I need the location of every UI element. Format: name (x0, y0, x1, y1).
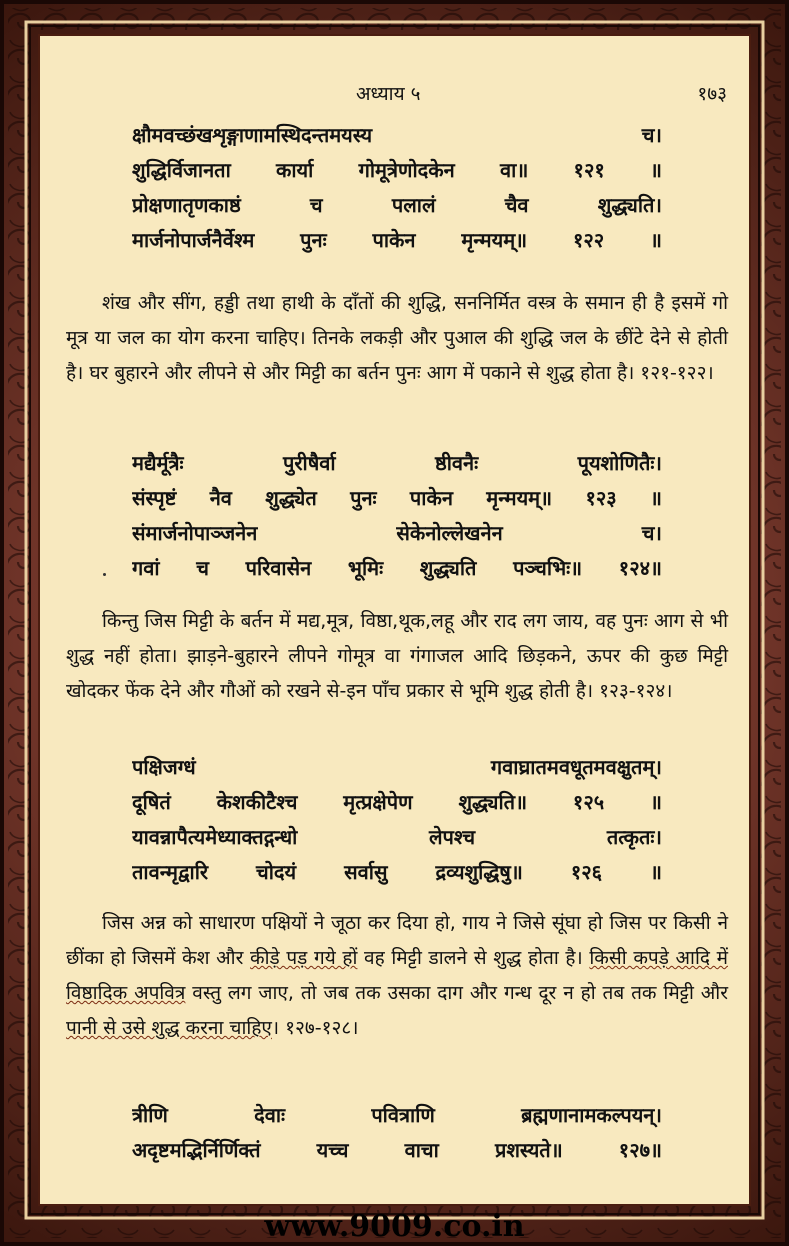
verse-block-123-124 (132, 446, 662, 586)
verse-line: संमार्जनोपाञ्जनेन सेकेनोल्लेखनेन च। (132, 521, 662, 545)
verse-line: त्रीणि देवाः पवित्राणि ब्रह्मणानामकल्पयन्। (132, 1103, 662, 1127)
underlined-text: किसी कपड़े आदि में विष्ठादिक अपवित्र (66, 947, 728, 1004)
prose-text: वह मिट्टी डालने से शुद्ध होता है। (357, 947, 590, 969)
translation-127-128 (66, 906, 728, 1046)
translation-123-124: किन्तु जिस मिट्टी के बर्तन में मद्य,मूत्र, विष्ठा,थूक,लहू और राद लग जाय, वह पुनः आग से भी शुद्ध नहीं होता। झाड़ने-बुहारने लीपने गोमूत्र वा गंगाजल आदि छिड़कने, ऊपर की कुछ मिट्टी खोदकर फेंक देने और गौओं को रखने से-इन पाँच प्रकार से भूमि शुद्ध होती है। १२३-१२४। (66, 610, 728, 702)
verse-line: मद्यैर्मूत्रैः पुरीषैर्वा ष्ठीवनैः पूयशोणितैः। (132, 451, 662, 475)
verse-line: अदृष्टमद्भिर्निर्णिक्तं यच्च वाचा प्रशस्यते॥ १२७॥ (132, 1138, 662, 1162)
verse-line: तावन्मृद्वारि चोदयं सर्वासु द्रव्यशुद्धिषु॥ १२६ ॥ (132, 860, 662, 884)
verse-block-125-126 (132, 750, 662, 890)
prose-text: जिस अन्न को साधारण पक्षियों ने जूठा कर दिया हो, गाय ने जिसे सूंघा हो जिस पर किसी ने छींका हो जिसमें केश और (66, 912, 728, 969)
verse-block-121-122 (132, 118, 662, 258)
verse-line: पक्षिजग्धं गवाघ्रातमवधूतमवक्षुतम्। (132, 755, 662, 779)
verse-line: प्रोक्षणातृणकाष्ठं च पलालं चैव शुद्ध्यति। (132, 193, 662, 217)
underlined-text: कीड़े पड़ गये हों (250, 947, 358, 969)
chapter-heading: अध्याय ५ (356, 83, 421, 105)
verse-line: दूषितं केशकीटैश्च मृत्प्रक्षेपेण शुद्ध्यति॥ १२५ ॥ (132, 790, 662, 814)
verse-line: गवां च परिवासेन भूमिः शुद्ध्यति पञ्चभिः॥ १२४॥ (132, 556, 662, 580)
prose-text: वस्तु लग जाए, तो जब तक उसका दाग और गन्ध दूर न हो तब तक मिट्टी और (185, 982, 728, 1004)
verse-line: क्षौमवच्छंखशृङ्गाणामस्थिदन्तमयस्य च। (132, 123, 662, 147)
verse-line: शुद्धिर्विजानता कार्या गोमूत्रेणोदकेन वा॥ १२१ ॥ (132, 158, 662, 182)
page-number: १७३ (697, 83, 727, 105)
verse-block-127 (132, 1098, 662, 1168)
prose-text: । १२७-१२८। (271, 1017, 359, 1039)
underlined-text: पानी से उसे शुद्ध करना चाहिए (66, 1017, 272, 1039)
book-page (38, 34, 751, 1206)
verse-line: यावन्नापैत्यमेध्याक्तद्गन्धो लेपश्च तत्कृतः। (132, 825, 662, 849)
verse-line: मार्जनोपार्जनैर्वेश्म पुनः पाकेन मृन्मयम्॥ १२२ ॥ (132, 228, 662, 252)
verse-line: संस्पृष्टं नैव शुद्ध्येत पुनः पाकेन मृन्मयम्॥ १२३ ॥ (132, 486, 662, 510)
site-watermark: www.9009.co.in (264, 1209, 525, 1244)
ink-speck (103, 573, 106, 576)
translation-121-122: शंख और सींग, हड्डी तथा हाथी के दाँतों की शुद्धि, सननिर्मित वस्त्र के समान ही है इसमें गो मूत्र या जल का योग करना चाहिए। तिनके लकड़ी और पुआल की शुद्धि जल के छींटे देने से होती है। घर बुहारने और लीपने से और मिट्टी का बर्तन पुनः आग में पकाने से शुद्ध होता है। १२१-१२२। (66, 292, 728, 384)
